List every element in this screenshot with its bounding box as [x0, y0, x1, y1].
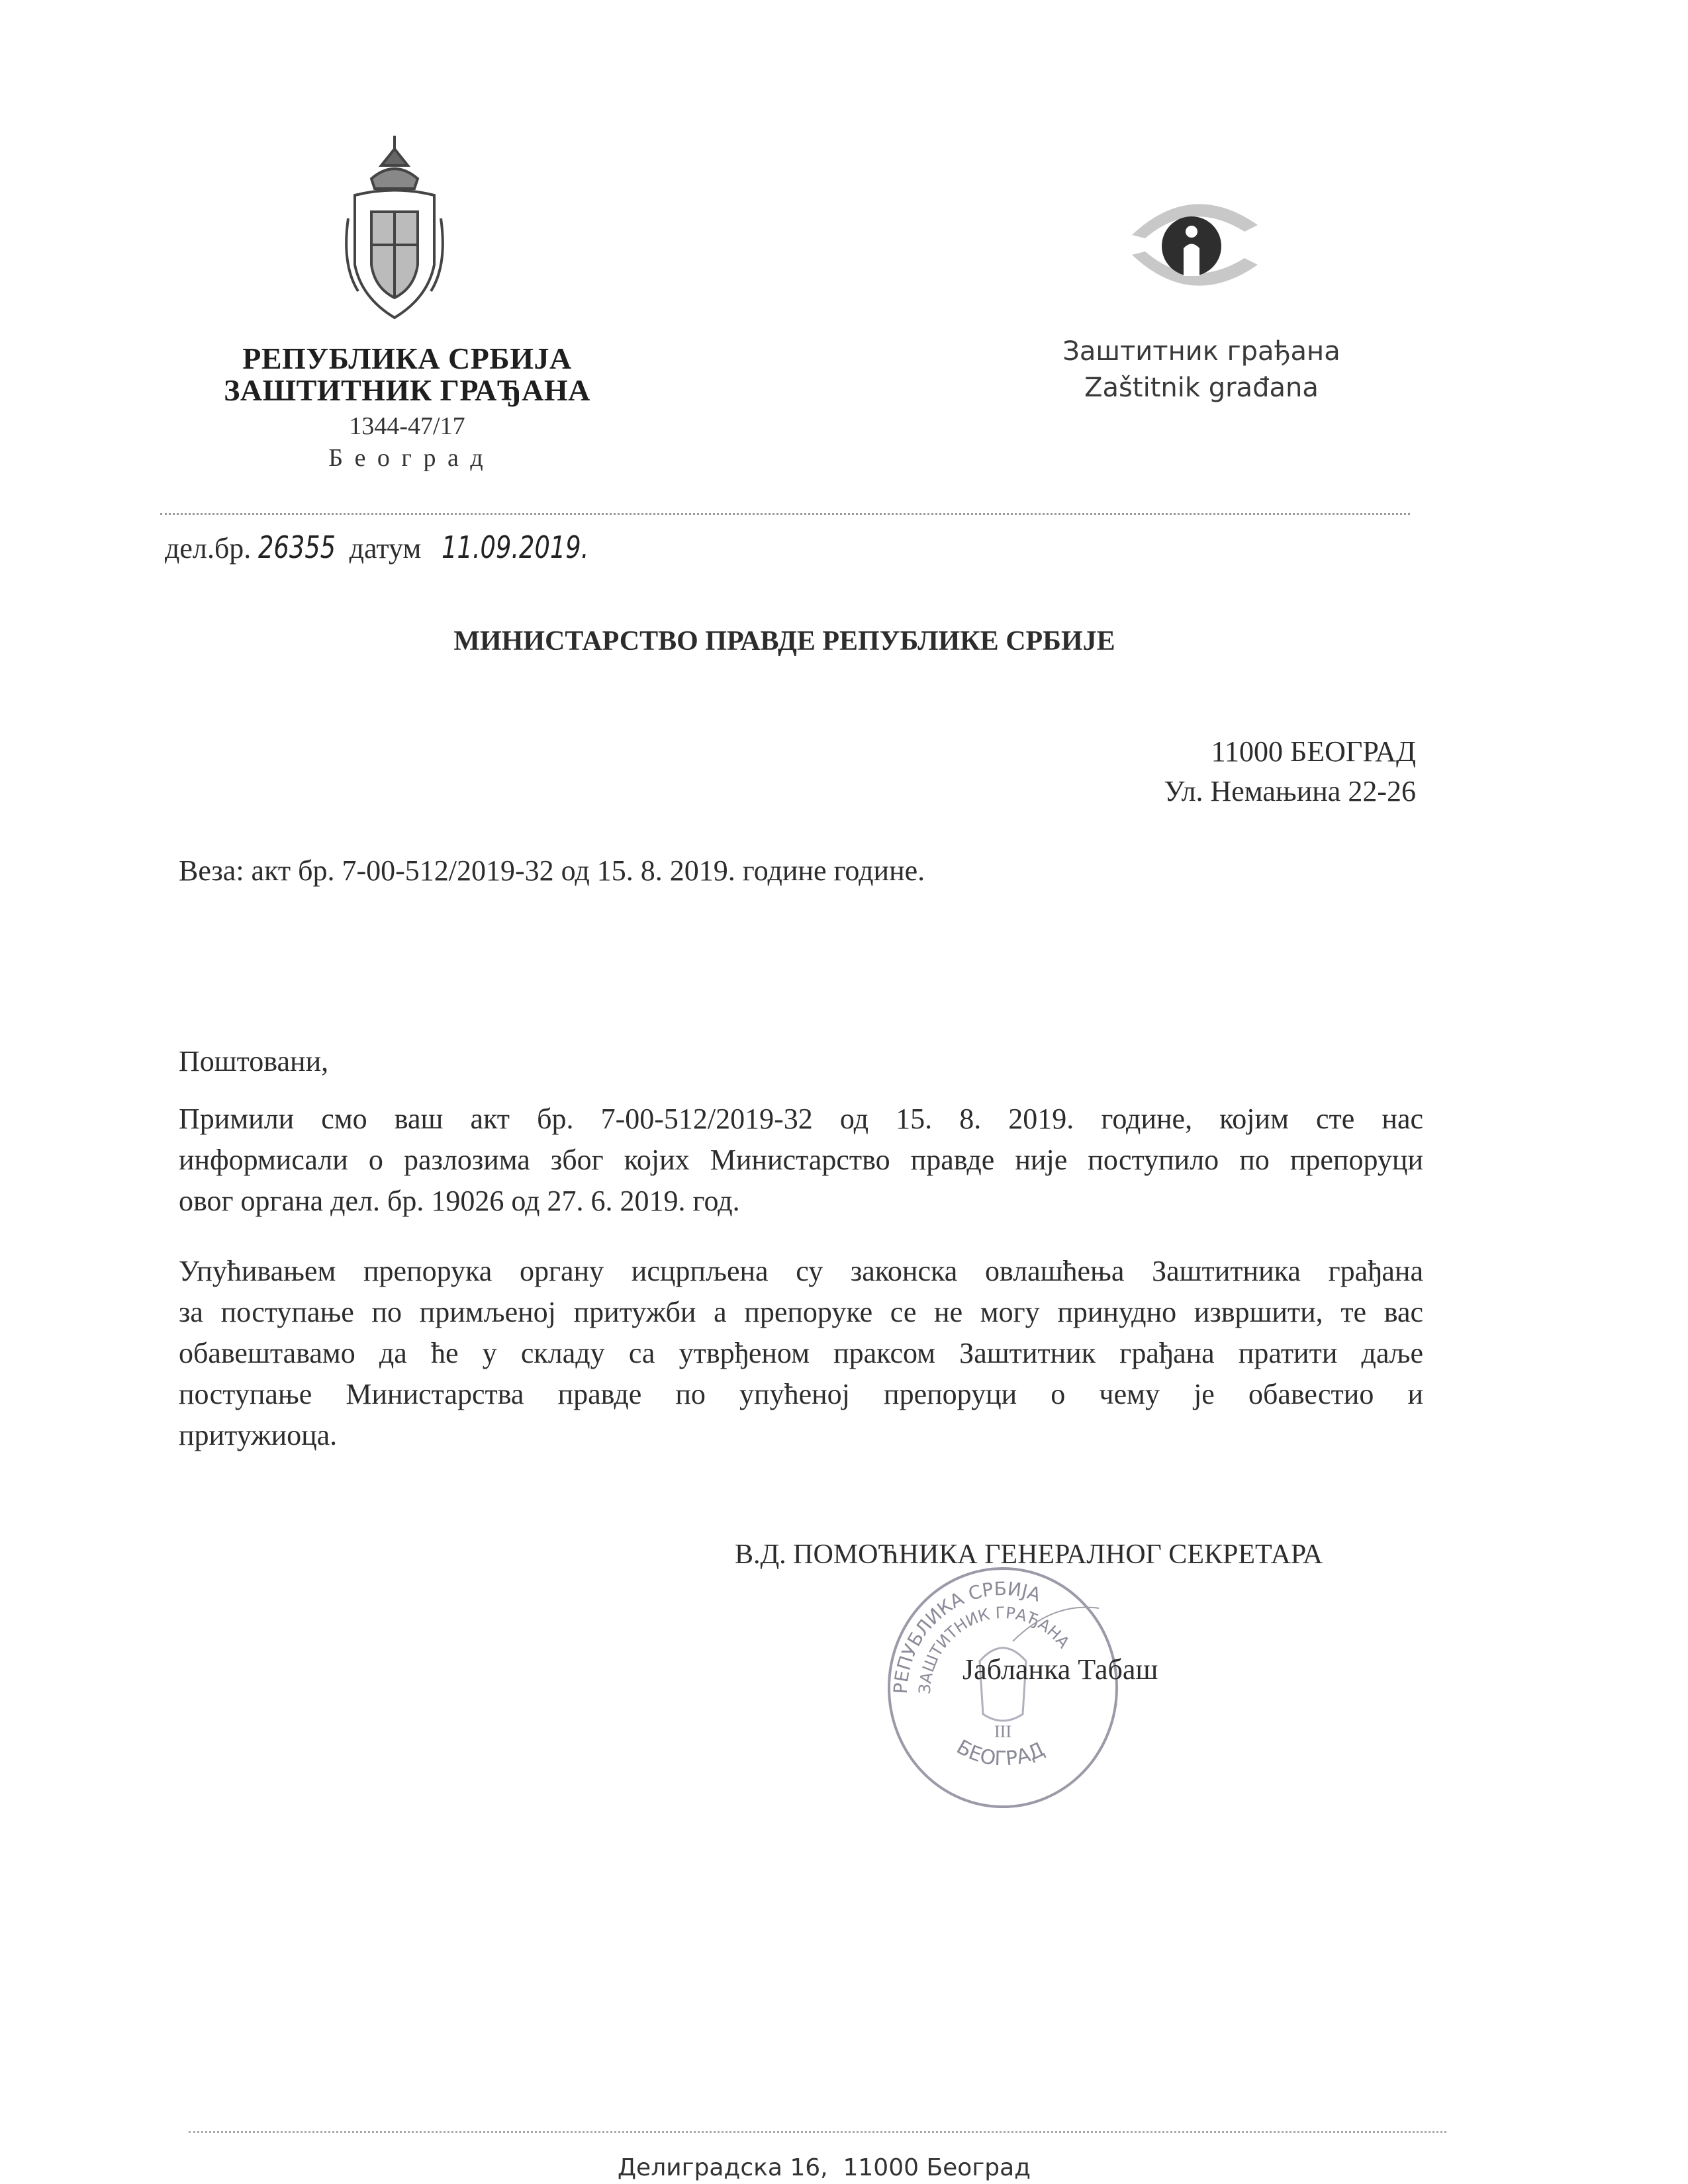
stamp-inner-text: ЗАШТИТНИК ГРАЂАНА [915, 1603, 1074, 1695]
footer-divider [189, 2131, 1446, 2133]
text-line: за поступање по примљеној притужби а препоруке се не могу принудно извршити, те вас [179, 1296, 1423, 1328]
subject-line: Веза: акт бр. 7-00-512/2019-32 од 15. 8. 2019. године године. [179, 854, 925, 887]
recipient-street: Ул. Немањина 22-26 [1164, 775, 1416, 807]
header-divider [160, 513, 1410, 515]
text-line: притужиоца. [179, 1419, 338, 1451]
text-line: поступање Министарства правде по упућеној препоруци о чему је обавестио и [179, 1378, 1423, 1410]
coat-of-arms-emblem [342, 132, 447, 331]
text-line: Упућивањем препорука органу исцрпљена су законска овлашћења Заштитника грађана [179, 1255, 1423, 1287]
date-label: датум [349, 532, 422, 565]
stamp-city: БЕОГРАД [952, 1735, 1049, 1771]
salutation: Поштовани, [179, 1045, 329, 1077]
org-country: РЕПУБЛИКА СРБИЈА [242, 341, 572, 375]
text-line: информисали о разлозима због којих Министарство правде није поступило по препоруци [179, 1144, 1423, 1176]
recipient-city: 11000 БЕОГРАД [1211, 735, 1416, 768]
signature-title: В.Д. ПОМОЋНИКА ГЕНЕРАЛНОГ СЕКРЕТАРА [735, 1539, 1323, 1570]
org-name: ЗАШТИТНИК ГРАЂАНА [224, 373, 590, 407]
date-value: 11.09.2019. [442, 529, 589, 565]
stamp-outer-text: РЕПУБЛИКА СРБИЈА [889, 1577, 1044, 1695]
org-code: 1344-47/17 [349, 412, 465, 440]
reference-line [165, 529, 626, 565]
paragraph-2 [179, 1251, 1423, 1456]
text-line: овог органа дел. бр. 19026 од 27. 6. 2019. год. [179, 1185, 740, 1217]
signatory-name: Јабланка Табаш [962, 1653, 1158, 1686]
stamp-number: III [994, 1722, 1011, 1741]
text-line: обавештавамо да ће у складу са утврђеном праксом Заштитник грађана пратити даље [179, 1337, 1423, 1369]
recipient-title: МИНИСТАРСТВО ПРАВДЕ РЕПУБЛИКЕ СРБИЈЕ [453, 626, 1115, 657]
logo-name-cyrillic: Заштитник грађана [1062, 336, 1340, 367]
org-city: Б е о г р а д [328, 444, 486, 472]
del-label: дел.бр. [165, 532, 252, 565]
footer-address: Делиградска 16, 11000 Београд [617, 2154, 1031, 2181]
logo-name-latin: Zaštitnik građana [1084, 373, 1319, 403]
ombudsman-eye-logo [1125, 185, 1264, 304]
text-line: Примили смо ваш акт бр. 7-00-512/2019-32 од 15. 8. 2019. године, којим сте нас [179, 1103, 1423, 1135]
paragraph-1 [179, 1099, 1423, 1222]
del-number: 26355 [258, 529, 336, 565]
official-stamp [880, 1562, 1125, 1813]
